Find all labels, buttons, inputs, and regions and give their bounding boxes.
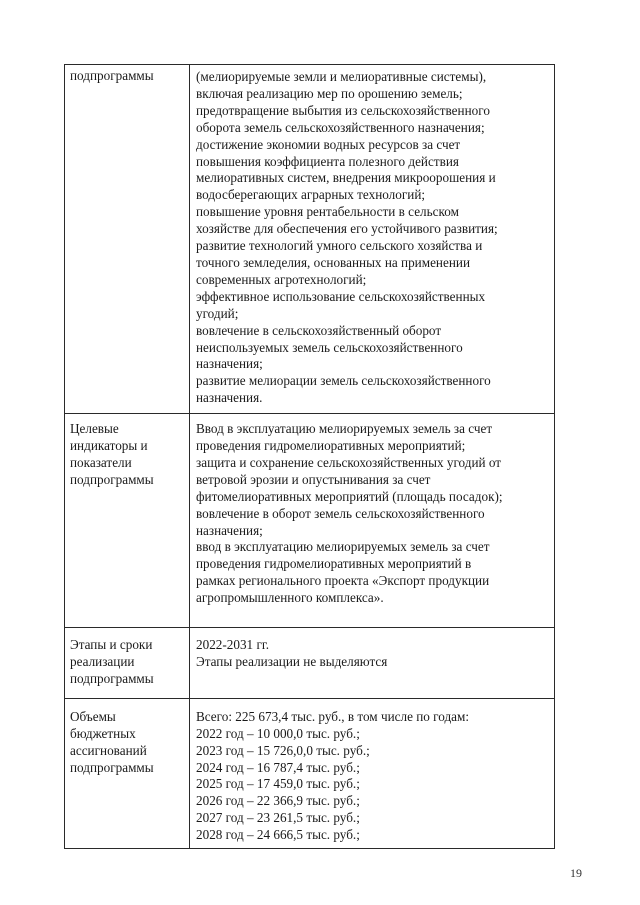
row-value-goals bbox=[190, 65, 555, 414]
label-line: Целевые bbox=[70, 421, 119, 437]
value-line: достижение экономии водных ресурсов за счет bbox=[196, 136, 461, 152]
value-line: оборота земель сельскохозяйственного назначения; bbox=[196, 119, 485, 135]
page-number: 19 bbox=[570, 866, 582, 880]
row-label-stages bbox=[65, 628, 190, 699]
value-line: назначения. bbox=[196, 390, 263, 406]
value-line: повышение уровня рентабельности в сельском bbox=[196, 204, 459, 220]
value-line: назначения; bbox=[196, 356, 263, 372]
row-value-stages bbox=[190, 628, 555, 699]
value-line: 2022-2031 гг. bbox=[196, 637, 270, 653]
value-line: повышения коэффициента полезного действия bbox=[196, 153, 459, 169]
value-line: Этапы реализации не выделяются bbox=[196, 654, 388, 670]
label-line: показатели bbox=[70, 454, 132, 470]
value-line: предотвращение выбытия из сельскохозяйственного bbox=[196, 102, 490, 118]
value-line: проведения гидромелиоративных мероприятий в bbox=[196, 556, 472, 572]
value-line: развитие мелиорации земель сельскохозяйственного bbox=[196, 373, 491, 389]
value-line: точного земледелия, основанных на применении bbox=[196, 254, 471, 270]
value-line: 2027 год – 23 261,5 тыс. руб.; bbox=[196, 810, 360, 826]
label-line: реализации bbox=[70, 654, 135, 670]
value-line: 2028 год – 24 666,5 тыс. руб.; bbox=[196, 827, 360, 843]
row-value-budget bbox=[190, 698, 555, 848]
value-line: 2025 год – 17 459,0 тыс. руб.; bbox=[196, 776, 360, 792]
label-line: ассигнований bbox=[70, 742, 147, 758]
value-line: защита и сохранение сельскохозяйственных угодий от bbox=[196, 454, 502, 470]
value-line: водосберегающих аграрных технологий; bbox=[196, 187, 426, 203]
value-line: Всего: 225 673,4 тыс. руб., в том числе по годам: bbox=[196, 708, 470, 724]
value-line: эффективное использование сельскохозяйственных bbox=[196, 288, 486, 304]
table-row-budget bbox=[65, 698, 555, 848]
value-line: угодий; bbox=[196, 305, 239, 321]
row-label-targets bbox=[65, 414, 190, 628]
value-line: 2022 год – 10 000,0 тыс. руб.; bbox=[196, 725, 360, 741]
label-line: индикаторы и bbox=[70, 438, 148, 454]
value-line: мелиоративных систем, внедрения микроорошения и bbox=[196, 170, 496, 186]
value-line: 2026 год – 22 366,9 тыс. руб.; bbox=[196, 793, 360, 809]
value-line: агропромышленного комплекса». bbox=[196, 590, 384, 606]
table-row-goals bbox=[65, 65, 555, 414]
label-line: подпрограммы bbox=[70, 471, 154, 487]
value-line: назначения; bbox=[196, 522, 263, 538]
label-line: Этапы и сроки bbox=[70, 637, 153, 653]
table-row-stages bbox=[65, 628, 555, 699]
label-line: бюджетных bbox=[70, 725, 136, 741]
label-line: Объемы bbox=[70, 708, 116, 724]
table-row-targets bbox=[65, 414, 555, 628]
value-line: фитомелиоративных мероприятий (площадь посадок); bbox=[196, 488, 503, 504]
value-line: 2023 год – 15 726,0,0 тыс. руб.; bbox=[196, 742, 370, 758]
value-line: развитие технологий умного сельского хозяйства и bbox=[196, 238, 483, 254]
value-line: вовлечение в оборот земель сельскохозяйственного bbox=[196, 505, 485, 521]
label-line: подпрограммы bbox=[70, 670, 154, 686]
value-line: рамках регионального проекта «Экспорт продукции bbox=[196, 573, 490, 589]
value-line: (мелиорируемые земли и мелиоративные системы), bbox=[196, 69, 487, 84]
row-label-budget bbox=[65, 698, 190, 848]
subprogram-passport-table bbox=[64, 64, 555, 849]
label-line: подпрограммы bbox=[70, 68, 154, 83]
value-line: вовлечение в сельскохозяйственный оборот bbox=[196, 322, 442, 338]
label-line: подпрограммы bbox=[70, 759, 154, 775]
value-line: хозяйстве для обеспечения его устойчивого развития; bbox=[196, 221, 498, 237]
value-line: ветровой эрозии и опустынивания за счет bbox=[196, 471, 431, 487]
row-value-targets bbox=[190, 414, 555, 628]
value-line: включая реализацию мер по орошению земель; bbox=[196, 85, 463, 101]
value-line: современных агротехнологий; bbox=[196, 271, 367, 287]
value-line: ввод в эксплуатацию мелиорируемых земель за счет bbox=[196, 539, 490, 555]
value-line: проведения гидромелиоративных мероприятий; bbox=[196, 438, 466, 454]
row-label-goals bbox=[65, 65, 190, 414]
value-line: Ввод в эксплуатацию мелиорируемых земель за счет bbox=[196, 421, 493, 437]
value-line: неиспользуемых земель сельскохозяйственного bbox=[196, 339, 463, 355]
value-line: 2024 год – 16 787,4 тыс. руб.; bbox=[196, 759, 360, 775]
